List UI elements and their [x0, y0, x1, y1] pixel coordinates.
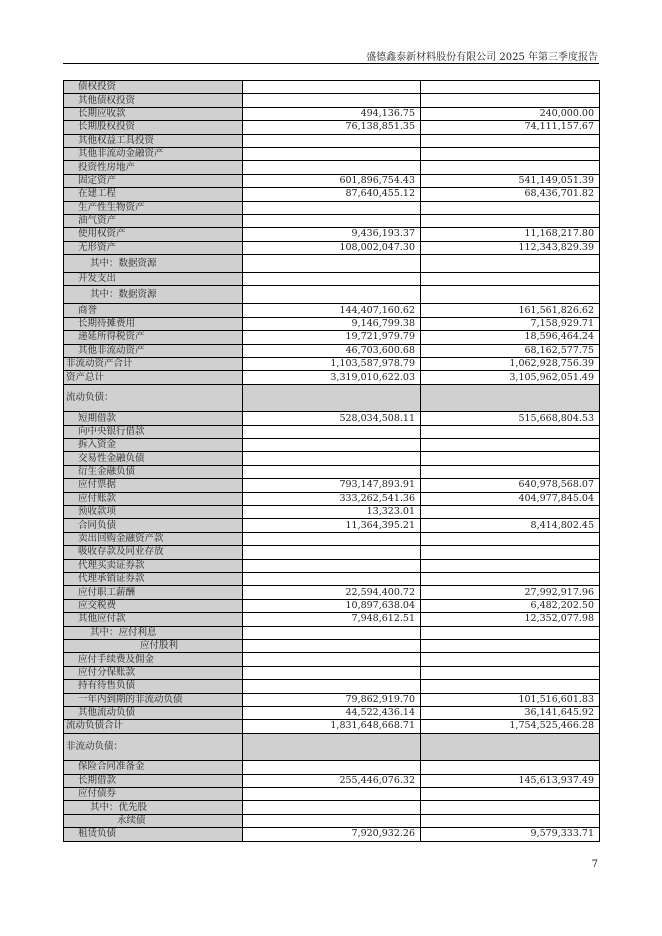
table-row — [64, 774, 600, 787]
prior-period-value — [421, 465, 600, 478]
current-period-value: 601,896,754.43 — [243, 174, 421, 187]
current-period-value — [243, 639, 421, 652]
table-row — [64, 626, 600, 639]
table-row — [64, 134, 600, 147]
table-row — [64, 147, 600, 160]
current-period-value: 255,446,076.32 — [243, 774, 421, 787]
prior-period-value: 12,352,077.98 — [421, 613, 600, 626]
section-header-row — [64, 733, 600, 761]
row-label: 合同负债 — [64, 519, 243, 532]
prior-period-value — [421, 425, 600, 438]
table-row — [64, 693, 600, 706]
row-label: 预收款项 — [64, 506, 243, 519]
prior-period-value — [421, 384, 600, 412]
current-period-value — [243, 94, 421, 107]
prior-period-value: 404,977,845.04 — [421, 492, 600, 505]
row-label: 固定资产 — [64, 174, 243, 187]
table-row — [64, 425, 600, 438]
current-period-value — [243, 384, 421, 412]
table-row — [64, 801, 600, 814]
table-row — [64, 653, 600, 666]
row-label: 其他应付款 — [64, 613, 243, 626]
prior-period-value — [421, 134, 600, 147]
table-row — [64, 174, 600, 187]
table-row — [64, 706, 600, 719]
table-row — [64, 639, 600, 652]
prior-period-value — [421, 214, 600, 227]
row-label: 在建工程 — [64, 188, 243, 201]
table-row — [64, 599, 600, 612]
row-label: 非流动负债： — [64, 733, 243, 761]
current-period-value: 19,721,979.79 — [243, 331, 421, 344]
prior-period-value: 18,596,464.24 — [421, 331, 600, 344]
row-label: 吸收存款及同业存放 — [64, 546, 243, 559]
current-period-value — [243, 733, 421, 761]
row-label: 卖出回购金融资产款 — [64, 532, 243, 545]
prior-period-value — [421, 666, 600, 679]
table-row — [64, 586, 600, 599]
current-period-value: 44,522,436.14 — [243, 706, 421, 719]
current-period-value: 76,138,851.35 — [243, 121, 421, 134]
current-period-value — [243, 286, 421, 304]
current-period-value — [243, 255, 421, 273]
prior-period-value — [421, 653, 600, 666]
prior-period-value — [421, 626, 600, 639]
table-row — [64, 81, 600, 94]
row-label: 代理承销证券款 — [64, 573, 243, 586]
table-row — [64, 331, 600, 344]
prior-period-value — [421, 559, 600, 572]
current-period-value — [243, 653, 421, 666]
page-number: 7 — [591, 859, 598, 870]
current-period-value — [243, 573, 421, 586]
row-label: 油气资产 — [64, 214, 243, 227]
current-period-value — [243, 147, 421, 160]
row-label: 债权投资 — [64, 81, 243, 94]
row-label: 永续债 — [64, 814, 243, 827]
prior-period-value — [421, 161, 600, 174]
prior-period-value: 9,579,333.71 — [421, 828, 600, 841]
prior-period-value — [421, 639, 600, 652]
prior-period-value: 6,482,202.50 — [421, 599, 600, 612]
row-label: 开发支出 — [64, 273, 243, 286]
prior-period-value — [421, 439, 600, 452]
current-period-value — [243, 559, 421, 572]
prior-period-value: 112,343,829.39 — [421, 241, 600, 254]
row-label: 其他非流动资产 — [64, 344, 243, 357]
table-row — [64, 241, 600, 254]
row-label: 保险合同准备金 — [64, 761, 243, 774]
prior-period-value — [421, 801, 600, 814]
row-label: 应付手续费及佣金 — [64, 653, 243, 666]
row-label: 资产总计 — [64, 371, 243, 384]
current-period-value — [243, 680, 421, 693]
row-label: 应付债券 — [64, 787, 243, 800]
prior-period-value: 27,992,917.96 — [421, 586, 600, 599]
row-label: 非流动资产合计 — [64, 358, 243, 371]
current-period-value: 13,323.01 — [243, 506, 421, 519]
table-row — [64, 828, 600, 841]
table-row — [64, 613, 600, 626]
row-label: 其他债权投资 — [64, 94, 243, 107]
prior-period-value — [421, 787, 600, 800]
table-row — [64, 546, 600, 559]
prior-period-value: 101,516,601.83 — [421, 693, 600, 706]
row-label: 应付账款 — [64, 492, 243, 505]
table-row — [64, 317, 600, 330]
prior-period-value — [421, 814, 600, 827]
table-row — [64, 465, 600, 478]
balance-sheet-table — [63, 80, 600, 842]
current-period-value — [243, 626, 421, 639]
table-row — [64, 358, 600, 371]
balance-sheet-body — [64, 81, 600, 842]
current-period-value: 10,897,638.04 — [243, 599, 421, 612]
current-period-value — [243, 801, 421, 814]
prior-period-value: 515,668,804.53 — [421, 412, 600, 425]
table-row — [64, 532, 600, 545]
current-period-value: 3,319,010,622.03 — [243, 371, 421, 384]
row-label: 向中央银行借款 — [64, 425, 243, 438]
prior-period-value — [421, 255, 600, 273]
row-label: 长期应收款 — [64, 107, 243, 120]
row-label: 应付票据 — [64, 479, 243, 492]
current-period-value: 494,136.75 — [243, 107, 421, 120]
current-period-value — [243, 81, 421, 94]
current-period-value: 22,594,400.72 — [243, 586, 421, 599]
current-period-value: 108,002,047.30 — [243, 241, 421, 254]
row-label: 其中：数据资源 — [64, 255, 243, 273]
row-label: 其他流动负债 — [64, 706, 243, 719]
current-period-value: 1,831,648,668.71 — [243, 720, 421, 733]
row-label: 应付职工薪酬 — [64, 586, 243, 599]
row-label: 其中：数据资源 — [64, 286, 243, 304]
row-label: 短期借款 — [64, 412, 243, 425]
prior-period-value — [421, 147, 600, 160]
table-row — [64, 573, 600, 586]
row-label: 交易性金融负债 — [64, 452, 243, 465]
prior-period-value: 36,141,645.92 — [421, 706, 600, 719]
table-row — [64, 439, 600, 452]
prior-period-value — [421, 273, 600, 286]
table-row — [64, 492, 600, 505]
row-label: 生产性生物资产 — [64, 201, 243, 214]
prior-period-value — [421, 573, 600, 586]
table-row — [64, 720, 600, 733]
prior-period-value: 68,436,701.82 — [421, 188, 600, 201]
row-label: 应付分保账款 — [64, 666, 243, 679]
row-label: 商誉 — [64, 304, 243, 317]
current-period-value — [243, 787, 421, 800]
row-label: 长期借款 — [64, 774, 243, 787]
prior-period-value — [421, 201, 600, 214]
prior-period-value — [421, 81, 600, 94]
current-period-value — [243, 452, 421, 465]
table-row — [64, 519, 600, 532]
row-label: 其他权益工具投资 — [64, 134, 243, 147]
current-period-value — [243, 814, 421, 827]
table-row — [64, 666, 600, 679]
row-label: 租赁负债 — [64, 828, 243, 841]
prior-period-value: 1,754,525,466.28 — [421, 720, 600, 733]
table-row — [64, 680, 600, 693]
table-row — [64, 201, 600, 214]
prior-period-value: 1,062,928,756.39 — [421, 358, 600, 371]
table-row — [64, 273, 600, 286]
prior-period-value: 8,414,802.45 — [421, 519, 600, 532]
prior-period-value — [421, 506, 600, 519]
current-period-value — [243, 532, 421, 545]
table-row — [64, 452, 600, 465]
row-label: 流动负债合计 — [64, 720, 243, 733]
prior-period-value — [421, 733, 600, 761]
prior-period-value: 541,149,051.39 — [421, 174, 600, 187]
current-period-value: 87,640,455.12 — [243, 188, 421, 201]
row-label: 衍生金融负债 — [64, 465, 243, 478]
current-period-value — [243, 273, 421, 286]
current-period-value: 79,862,919.70 — [243, 693, 421, 706]
current-period-value — [243, 465, 421, 478]
table-row — [64, 188, 600, 201]
row-label: 流动负债： — [64, 384, 243, 412]
current-period-value: 528,034,508.11 — [243, 412, 421, 425]
current-period-value — [243, 666, 421, 679]
header-divider — [63, 63, 599, 64]
current-period-value: 46,703,600.68 — [243, 344, 421, 357]
current-period-value: 793,147,893.91 — [243, 479, 421, 492]
table-row — [64, 559, 600, 572]
table-row — [64, 161, 600, 174]
prior-period-value: 7,158,929.71 — [421, 317, 600, 330]
section-header-row — [64, 384, 600, 412]
current-period-value — [243, 761, 421, 774]
prior-period-value: 3,105,962,051.49 — [421, 371, 600, 384]
table-row — [64, 506, 600, 519]
current-period-value: 7,948,612.51 — [243, 613, 421, 626]
current-period-value — [243, 161, 421, 174]
current-period-value: 11,364,395.21 — [243, 519, 421, 532]
current-period-value: 144,407,160.62 — [243, 304, 421, 317]
row-label: 其他非流动金融资产 — [64, 147, 243, 160]
current-period-value — [243, 134, 421, 147]
current-period-value — [243, 439, 421, 452]
table-row — [64, 255, 600, 273]
table-row — [64, 304, 600, 317]
prior-period-value — [421, 761, 600, 774]
table-row — [64, 94, 600, 107]
row-label: 无形资产 — [64, 241, 243, 254]
prior-period-value — [421, 546, 600, 559]
row-label: 持有待售负债 — [64, 680, 243, 693]
prior-period-value — [421, 94, 600, 107]
row-label: 投资性房地产 — [64, 161, 243, 174]
table-row — [64, 107, 600, 120]
table-row — [64, 214, 600, 227]
current-period-value — [243, 546, 421, 559]
prior-period-value: 240,000.00 — [421, 107, 600, 120]
current-period-value: 333,262,541.36 — [243, 492, 421, 505]
row-label: 其中：优先股 — [64, 801, 243, 814]
row-label: 长期待摊费用 — [64, 317, 243, 330]
row-label: 代理买卖证券款 — [64, 559, 243, 572]
table-row — [64, 814, 600, 827]
prior-period-value: 68,162,577.75 — [421, 344, 600, 357]
table-row — [64, 286, 600, 304]
table-row — [64, 761, 600, 774]
current-period-value — [243, 425, 421, 438]
row-label: 长期股权投资 — [64, 121, 243, 134]
prior-period-value: 640,978,568.07 — [421, 479, 600, 492]
row-label: 应交税费 — [64, 599, 243, 612]
prior-period-value: 161,561,826.62 — [421, 304, 600, 317]
row-label: 使用权资产 — [64, 228, 243, 241]
current-period-value: 1,103,587,978.79 — [243, 358, 421, 371]
current-period-value: 7,920,932.26 — [243, 828, 421, 841]
table-row — [64, 479, 600, 492]
row-label: 一年内到期的非流动负债 — [64, 693, 243, 706]
row-label: 递延所得税资产 — [64, 331, 243, 344]
prior-period-value — [421, 532, 600, 545]
prior-period-value: 11,168,217.80 — [421, 228, 600, 241]
prior-period-value: 145,613,937.49 — [421, 774, 600, 787]
table-row — [64, 371, 600, 384]
table-row — [64, 412, 600, 425]
row-label: 其中：应付利息 — [64, 626, 243, 639]
prior-period-value — [421, 680, 600, 693]
prior-period-value — [421, 452, 600, 465]
row-label: 拆入资金 — [64, 439, 243, 452]
current-period-value — [243, 201, 421, 214]
table-row — [64, 228, 600, 241]
current-period-value — [243, 214, 421, 227]
table-row — [64, 121, 600, 134]
current-period-value: 9,146,799.38 — [243, 317, 421, 330]
report-header-title: 盛德鑫泰新材料股份有限公司 2025 年第三季度报告 — [366, 52, 598, 63]
current-period-value: 9,436,193.37 — [243, 228, 421, 241]
prior-period-value — [421, 286, 600, 304]
row-label: 应付股利 — [64, 639, 243, 652]
table-row — [64, 787, 600, 800]
prior-period-value: 74,111,157.67 — [421, 121, 600, 134]
table-row — [64, 344, 600, 357]
